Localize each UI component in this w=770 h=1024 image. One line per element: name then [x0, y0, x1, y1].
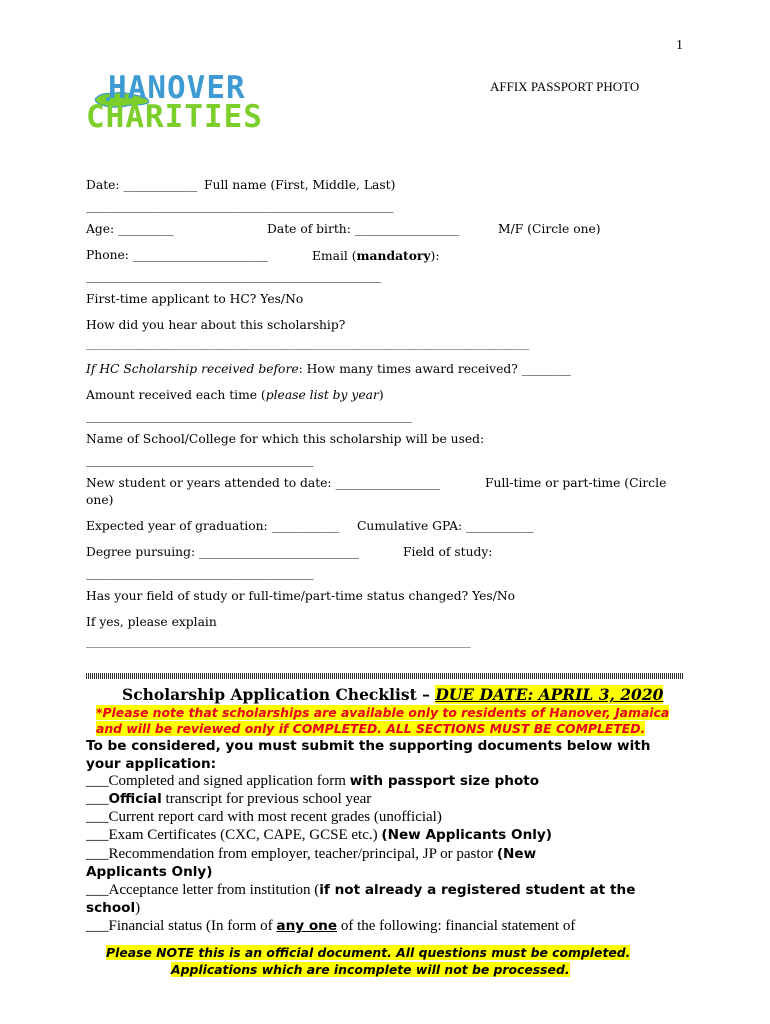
checklist-intro-line2: your application: [86, 756, 217, 772]
photo-label: AFFIX PASSPORT PHOTO [490, 79, 640, 94]
email-mandatory: mandatory [356, 248, 431, 263]
item6-bold: if not already a registered student at the [319, 882, 636, 898]
field-of-study-line: _____________________________________ [86, 566, 314, 580]
item4-text: ___Exam Certificates (CXC, CAPE, GCSE etc.) [86, 827, 382, 843]
checklist-title-text: Scholarship Application Checklist – [122, 685, 436, 704]
explain-label: If yes, please explain [86, 615, 217, 629]
dob-field: Date of birth: _________________ [267, 222, 460, 236]
checklist-intro-line1: To be considered, you must submit the supporting documents below with [86, 738, 651, 754]
checklist-item-acceptance-letter-cont [86, 900, 140, 917]
date-field: Date: ____________ [86, 178, 198, 192]
checklist-item-transcript [86, 791, 371, 808]
school-line: _____________________________________ [86, 453, 314, 467]
item7-text: ___Financial status (In form of [86, 918, 277, 934]
official-document-note-line2: Applications which are incomplete will not be processed. [171, 962, 570, 977]
email-label [312, 248, 440, 263]
fulltime-field-cont: one) [86, 493, 114, 507]
checklist-item-acceptance-letter [86, 882, 635, 899]
new-student-field: New student or years attended to date: _________________ [86, 476, 440, 490]
graduation-year-field: Expected year of graduation: ___________ [86, 519, 340, 533]
item5-text: ___Recommendation from employer, teacher/principal, JP or pastor [86, 846, 497, 862]
received-before-rest: : How many times award received? ________ [298, 362, 571, 376]
checklist-item-recommendation [86, 846, 536, 863]
item6-close: ) [135, 900, 141, 916]
item4-bold: (New Applicants Only) [381, 827, 552, 843]
item2-blank: ___ [86, 791, 109, 807]
item6-bold-cont: school [86, 900, 136, 916]
item1-bold: with passport size photo [349, 773, 540, 789]
field-of-study-label: Field of study: [403, 545, 493, 559]
explain-line: __________________________________________________________________________ [86, 636, 471, 648]
status-changed-question: Has your field of study or full-time/part-time status changed? Yes/No [86, 589, 516, 603]
page-number: 1 [676, 38, 683, 53]
received-before-italic: If HC Scholarship received before [86, 362, 299, 376]
checklist-item-report-card: ___Current report card with most recent grades (unofficial) [86, 809, 442, 825]
section-divider [86, 673, 684, 679]
checklist-item-recommendation-cont: Applicants Only) [86, 864, 213, 880]
item6-text: ___Acceptance letter from institution ( [86, 882, 320, 898]
phone-field: Phone: ______________________ [86, 248, 269, 262]
residency-note-line1: *Please note that scholarships are available only to residents of Hanover, Jamaica [96, 705, 670, 720]
full-name-label: Full name (First, Middle, Last) [204, 178, 396, 192]
hanover-charities-logo [86, 70, 286, 135]
age-field: Age: _________ [86, 222, 174, 236]
amount-italic: please list by year [265, 388, 379, 402]
due-date: DUE DATE: APRIL 3, 2020 [435, 685, 664, 704]
sex-field: M/F (Circle one) [498, 222, 601, 236]
email-line: ________________________________________________ [86, 269, 382, 283]
item7-rest: of the following: financial statement of [337, 918, 576, 934]
hear-about-line: _______________________________________________________________________________________ [86, 339, 530, 350]
item1-text: ___Completed and signed application form [86, 773, 350, 789]
amount-line: _____________________________________________________ [86, 409, 412, 423]
received-before-question [86, 362, 571, 376]
item2-bold: Official [108, 791, 162, 807]
amount-question [86, 388, 384, 402]
amount-pre: Amount received each time ( [86, 388, 266, 402]
official-document-note-line1: Please NOTE this is an official document. All questions must be completed. [106, 945, 631, 960]
hear-about-question: How did you hear about this scholarship? [86, 318, 346, 332]
full-name-line: __________________________________________________ [86, 199, 394, 213]
amount-post: ) [378, 388, 384, 402]
school-question: Name of School/College for which this scholarship will be used: [86, 432, 485, 446]
item2-text: transcript for previous school year [161, 791, 372, 807]
checklist-item-exam-certificates [86, 827, 552, 844]
item7-bold: any one [276, 918, 338, 934]
checklist-item-application-form [86, 773, 539, 790]
fulltime-field: Full-time or part-time (Circle [485, 476, 667, 490]
degree-field: Degree pursuing: __________________________ [86, 545, 359, 559]
item5-bold: (New [496, 846, 537, 862]
logo-line-charities: CHARITIES [86, 99, 263, 135]
email-label-pre: Email ( [312, 249, 357, 263]
email-label-post: ): [430, 249, 440, 263]
residency-note-line2: and will be reviewed only if COMPLETED. ALL SECTIONS MUST BE COMPLETED. [96, 721, 646, 736]
checklist-title [122, 685, 663, 704]
checklist-item-financial-status [86, 918, 575, 935]
gpa-field: Cumulative GPA: ___________ [357, 519, 534, 533]
first-time-question: First-time applicant to HC? Yes/No [86, 292, 304, 306]
logo-line-hanover: HANOVER [108, 70, 246, 106]
